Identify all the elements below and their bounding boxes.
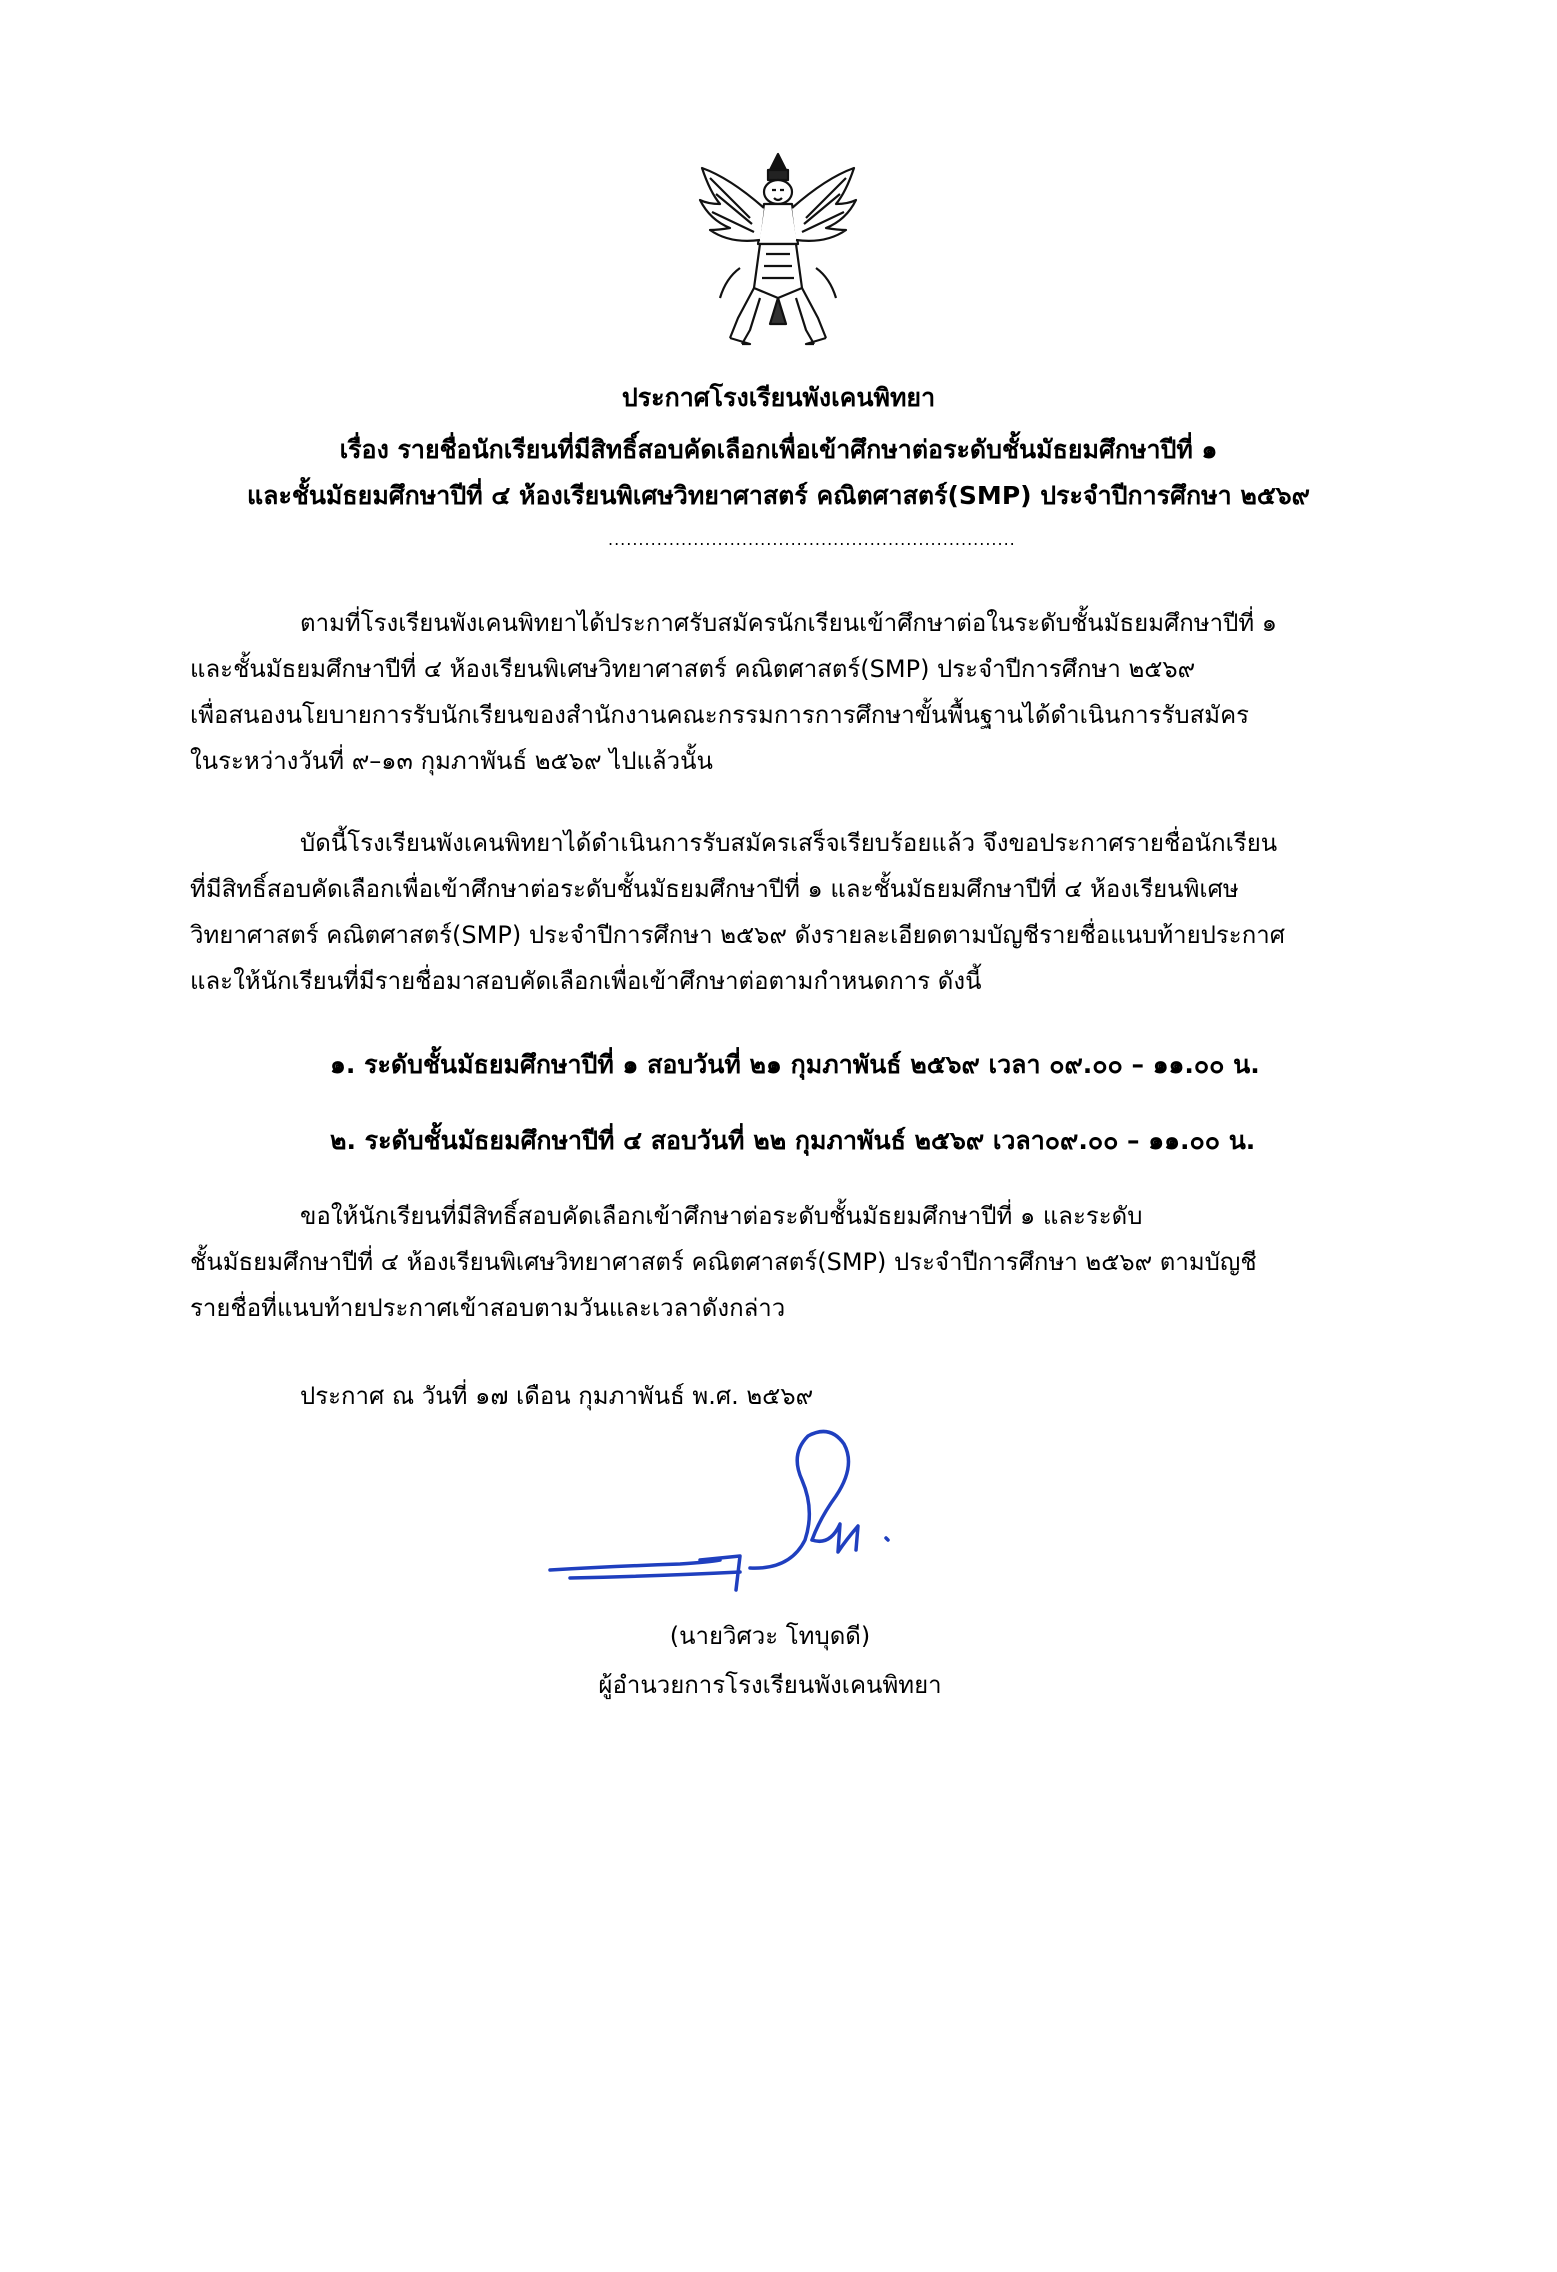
- signatory-name: (นายวิศวะ โทบุดดี): [669, 1622, 871, 1650]
- paragraph-line: เพื่อสนองนโยบายการรับนักเรียนของสำนักงานคณะกรรมการการศึกษาขั้นพื้นฐานได้ดำเนินการรับสมัคร: [190, 701, 1250, 729]
- paragraph-line: วิทยาศาสตร์ คณิตศาสตร์(SMP) ประจำปีการศึกษา ๒๕๖๙ ดังรายละเอียดตามบัญชีรายชื่อแนบท้ายประกาศ: [190, 921, 1285, 949]
- announcement-subject: เรื่อง รายชื่อนักเรียนที่มีสิทธิ์สอบคัดเลือกเพื่อเข้าศึกษาต่อระดับชั้นมัธยมศึกษาปีที่ ๑: [339, 435, 1218, 464]
- announcement-title: ประกาศโรงเรียนพังเคนพิทยา: [621, 383, 936, 412]
- paragraph-line: บัดนี้โรงเรียนพังเคนพิทยาได้ดำเนินการรับสมัครเสร็จเรียบร้อยแล้ว จึงขอประกาศรายชื่อนักเรียน: [300, 829, 1278, 857]
- paragraph-line: ขอให้นักเรียนที่มีสิทธิ์สอบคัดเลือกเข้าศึกษาต่อระดับชั้นมัธยมศึกษาปีที่ ๑ และระดับ: [300, 1202, 1143, 1230]
- paragraph-3: [190, 1193, 1370, 1331]
- paragraph-line: และให้นักเรียนที่มีรายชื่อมาสอบคัดเลือกเพื่อเข้าศึกษาต่อตามกำหนดการ ดังนี้: [190, 967, 982, 995]
- paragraph-line: รายชื่อที่แนบท้ายประกาศเข้าสอบตามวันและเวลาดังกล่าว: [190, 1294, 786, 1322]
- paragraph-line: ในระหว่างวันที่ ๙–๑๓ กุมภาพันธ์ ๒๕๖๙ ไปแล้วนั้น: [190, 747, 713, 775]
- paragraph-line: ชั้นมัธยมศึกษาปีที่ ๔ ห้องเรียนพิเศษวิทยาศาสตร์ คณิตศาสตร์(SMP) ประจำปีการศึกษา ๒๕๖๙ ตามบัญชี: [190, 1248, 1257, 1276]
- paragraph-line: ตามที่โรงเรียนพังเคนพิทยาได้ประกาศรับสมัครนักเรียนเข้าศึกษาต่อในระดับชั้นมัธยมศึกษาปีที่ ๑: [300, 609, 1278, 637]
- paragraph-1: [190, 600, 1370, 784]
- paragraph-line: และชั้นมัธยมศึกษาปีที่ ๔ ห้องเรียนพิเศษวิทยาศาสตร์ คณิตศาสตร์(SMP) ประจำปีการศึกษา ๒๕๖๙: [190, 655, 1196, 683]
- garuda-emblem-icon: [690, 148, 866, 348]
- separator-line: ...................................................................: [608, 530, 1016, 549]
- signature-image: [540, 1420, 1020, 1600]
- schedule-item-m4: ๒. ระดับชั้นมัธยมศึกษาปีที่ ๔ สอบวันที่ ๒๒ กุมภาพันธ์ ๒๕๖๙ เวลา๐๙.๐๐ – ๑๑.๐๐ น.: [330, 1126, 1256, 1155]
- signatory-position: ผู้อำนวยการโรงเรียนพังเคนพิทยา: [598, 1671, 942, 1699]
- paragraph-2: [190, 820, 1370, 1004]
- paragraph-line: ที่มีสิทธิ์สอบคัดเลือกเพื่อเข้าศึกษาต่อระดับชั้นมัธยมศึกษาปีที่ ๑ และชั้นมัธยมศึกษาปีที่ ๔ ห้องเรียนพิเศษ: [190, 875, 1239, 903]
- announcement-subject-cont: และชั้นมัธยมศึกษาปีที่ ๔ ห้องเรียนพิเศษวิทยาศาสตร์ คณิตศาสตร์(SMP) ประจำปีการศึกษา ๒๕๖๙: [247, 481, 1310, 510]
- announce-date: ประกาศ ณ วันที่ ๑๗ เดือน กุมภาพันธ์ พ.ศ. ๒๕๖๙: [300, 1382, 814, 1410]
- schedule-item-m1: ๑. ระดับชั้นมัธยมศึกษาปีที่ ๑ สอบวันที่ ๒๑ กุมภาพันธ์ ๒๕๖๙ เวลา ๐๙.๐๐ – ๑๑.๐๐ น.: [330, 1050, 1260, 1079]
